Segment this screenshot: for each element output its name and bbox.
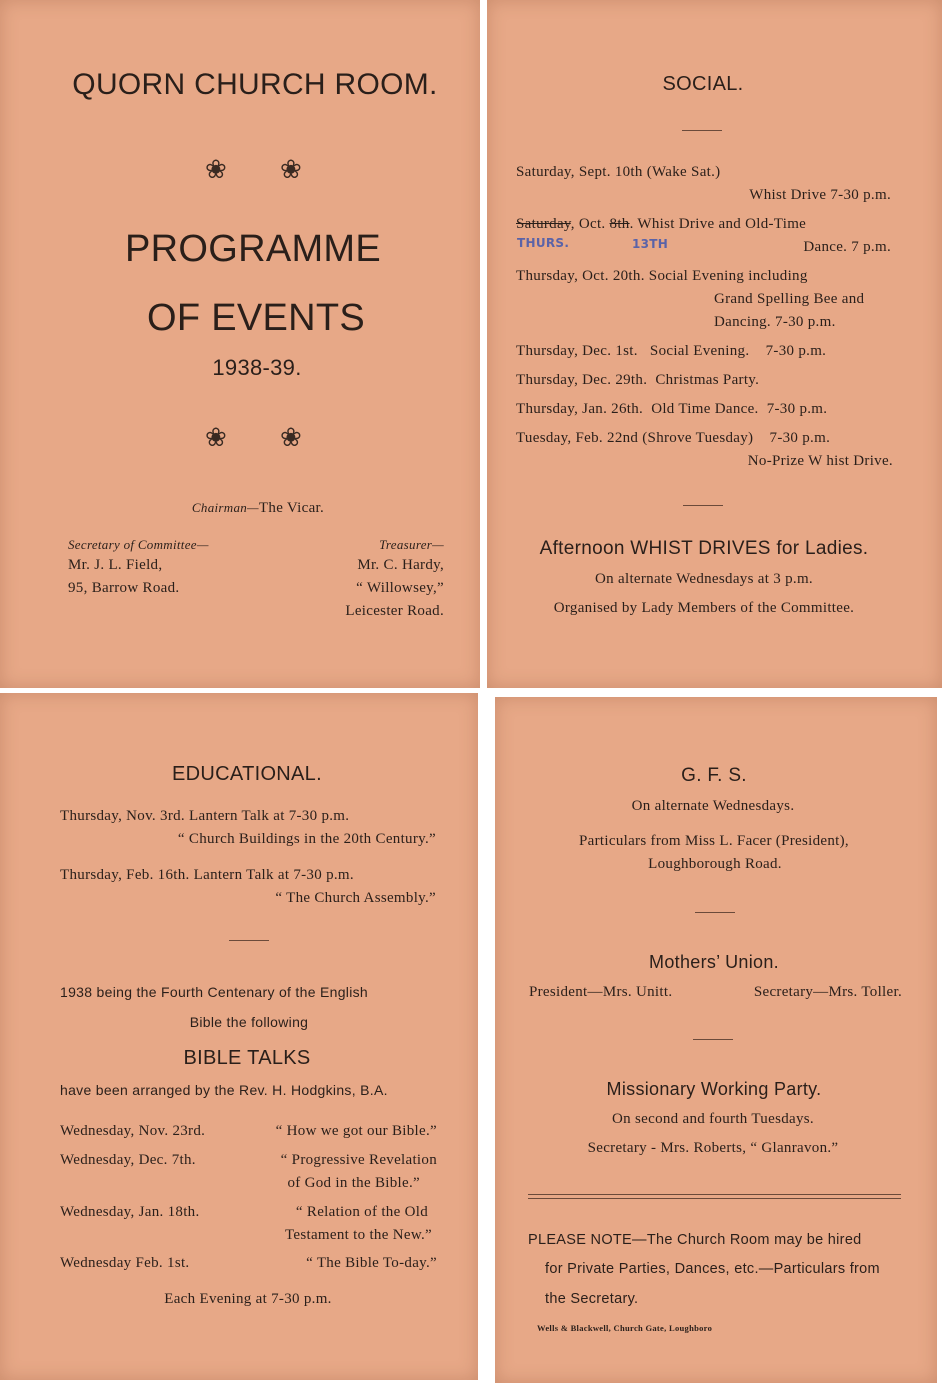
event-line: Thursday, Dec. 1st. Social Evening. 7-30 p.m. [516, 343, 827, 359]
secretary-name: Mr. J. L. Field, [68, 557, 163, 573]
event-line: Grand Spelling Bee and [714, 291, 865, 307]
divider [683, 505, 723, 506]
secretary-label: Secretary of Committee— [68, 537, 209, 552]
missionary-line: On second and fourth Tuesdays. [612, 1111, 814, 1127]
missionary-title: Missionary Working Party. [606, 1079, 822, 1099]
struck-date: 8th [609, 216, 630, 232]
event-line: Thursday, Dec. 29th. Christmas Party. [516, 372, 760, 388]
struck-day: Saturday [516, 216, 571, 232]
talk-title: “ The Bible To-day.” [306, 1255, 437, 1271]
cover-page [0, 0, 480, 688]
event-month: , Oct. [570, 216, 610, 232]
printer-imprint: Wells & Blackwell, Church Gate, Loughboro [537, 1323, 713, 1333]
treasurer-house: “ Willowsey,” [356, 580, 444, 596]
talk-title: “ Relation of the Old [295, 1204, 428, 1220]
mu-secretary: Secretary—Mrs. Toller. [753, 984, 902, 1000]
cover-heading-1: PROGRAMME [124, 228, 382, 270]
whist-line: Organised by Lady Members of the Committee. [553, 600, 855, 616]
event-line: Thursday, Oct. 20th. Social Evening including [516, 268, 808, 284]
handwritten-correction: THURS. [517, 236, 570, 250]
bible-talks-title: BIBLE TALKS [183, 1047, 311, 1069]
cover-title: QUORN CHURCH ROOM. [72, 68, 438, 101]
please-note: the Secretary. [545, 1291, 639, 1307]
please-note: PLEASE NOTE—The Church Room may be hired [528, 1232, 862, 1248]
talk-title: “ Progressive Revelation [280, 1152, 437, 1168]
divider [695, 912, 735, 913]
event-line: Whist Drive 7-30 p.m. [749, 187, 891, 203]
divider [229, 940, 269, 941]
whist-title: Afternoon WHIST DRIVES for Ladies. [539, 538, 869, 559]
talk-title: of God in the Bible.” [287, 1175, 420, 1191]
secretary-address: 95, Barrow Road. [68, 580, 180, 596]
talk-date: Wednesday, Jan. 18th. [60, 1204, 200, 1220]
knot-ornament-icon: ❀ [280, 155, 302, 184]
cover-heading-2: OF EVENTS [146, 297, 366, 339]
social-page [487, 0, 942, 688]
divider [682, 130, 722, 131]
centenary-text: Bible the following [189, 1014, 309, 1030]
centenary-text: 1938 being the Fourth Centenary of the English [60, 984, 368, 1000]
lecture-line: Thursday, Nov. 3rd. Lantern Talk at 7-30 p.m. [60, 808, 350, 824]
educational-title: EDUCATIONAL. [172, 763, 322, 785]
knot-ornament-icon: ❀ [205, 423, 227, 452]
educational-footer: Each Evening at 7-30 p.m. [164, 1291, 332, 1307]
knot-ornament-icon: ❀ [280, 423, 302, 452]
chairman-name: The Vicar. [258, 500, 325, 516]
educational-page [0, 693, 478, 1380]
lecture-line: Thursday, Feb. 16th. Lantern Talk at 7-30 p.m. [60, 867, 354, 883]
talk-date: Wednesday Feb. 1st. [60, 1255, 190, 1271]
please-note: for Private Parties, Dances, etc.—Particulars from [545, 1261, 880, 1277]
event-line [516, 216, 806, 233]
chairman [192, 500, 324, 517]
divider [528, 1198, 901, 1199]
knot-ornament-icon: ❀ [205, 155, 227, 184]
event-line: Thursday, Jan. 26th. Old Time Dance. 7-30 p.m. [516, 401, 828, 417]
treasurer-name: Mr. C. Hardy, [357, 557, 444, 573]
treasurer-label: Treasurer— [379, 537, 444, 552]
event-line: Saturday, Sept. 10th (Wake Sat.) [516, 164, 721, 180]
whist-line: On alternate Wednesdays at 3 p.m. [595, 571, 813, 587]
mu-president: President—Mrs. Unitt. [529, 984, 673, 1000]
divider [693, 1039, 733, 1040]
gfs-line: On alternate Wednesdays. [631, 798, 795, 814]
lecture-line: “ Church Buildings in the 20th Century.” [177, 831, 436, 847]
event-line: Dancing. 7-30 p.m. [714, 314, 836, 330]
mothers-union-title: Mothers’ Union. [649, 952, 779, 972]
gfs-line: Particulars from Miss L. Facer (President), [579, 833, 849, 849]
talk-date: Wednesday, Nov. 23rd. [60, 1123, 206, 1139]
event-line: Tuesday, Feb. 22nd (Shrove Tuesday) 7-30 p.m. [516, 430, 831, 446]
divider [528, 1194, 901, 1195]
organisations-page [495, 697, 937, 1383]
cover-year: 1938-39. [212, 355, 302, 380]
handwritten-correction: 13TH [632, 237, 669, 251]
social-title: SOCIAL. [662, 73, 744, 95]
talk-title: Testament to the New.” [284, 1227, 432, 1243]
event-line: Dance. 7 p.m. [803, 239, 891, 255]
event-line: No-Prize W hist Drive. [747, 453, 893, 469]
event-desc: . Whist Drive and Old-Time [629, 216, 807, 232]
gfs-line: Loughborough Road. [648, 856, 782, 872]
talk-title: “ How we got our Bible.” [275, 1123, 437, 1139]
treasurer-road: Leicester Road. [345, 603, 444, 619]
gfs-title: G. F. S. [681, 765, 747, 786]
lecture-line: “ The Church Assembly.” [275, 890, 436, 906]
chairman-label: Chairman— [191, 500, 259, 515]
missionary-line: Secretary - Mrs. Roberts, “ Glanravon.” [587, 1140, 839, 1156]
arranged-text: have been arranged by the Rev. H. Hodgkins, B.A. [60, 1082, 388, 1098]
talk-date: Wednesday, Dec. 7th. [60, 1152, 196, 1168]
